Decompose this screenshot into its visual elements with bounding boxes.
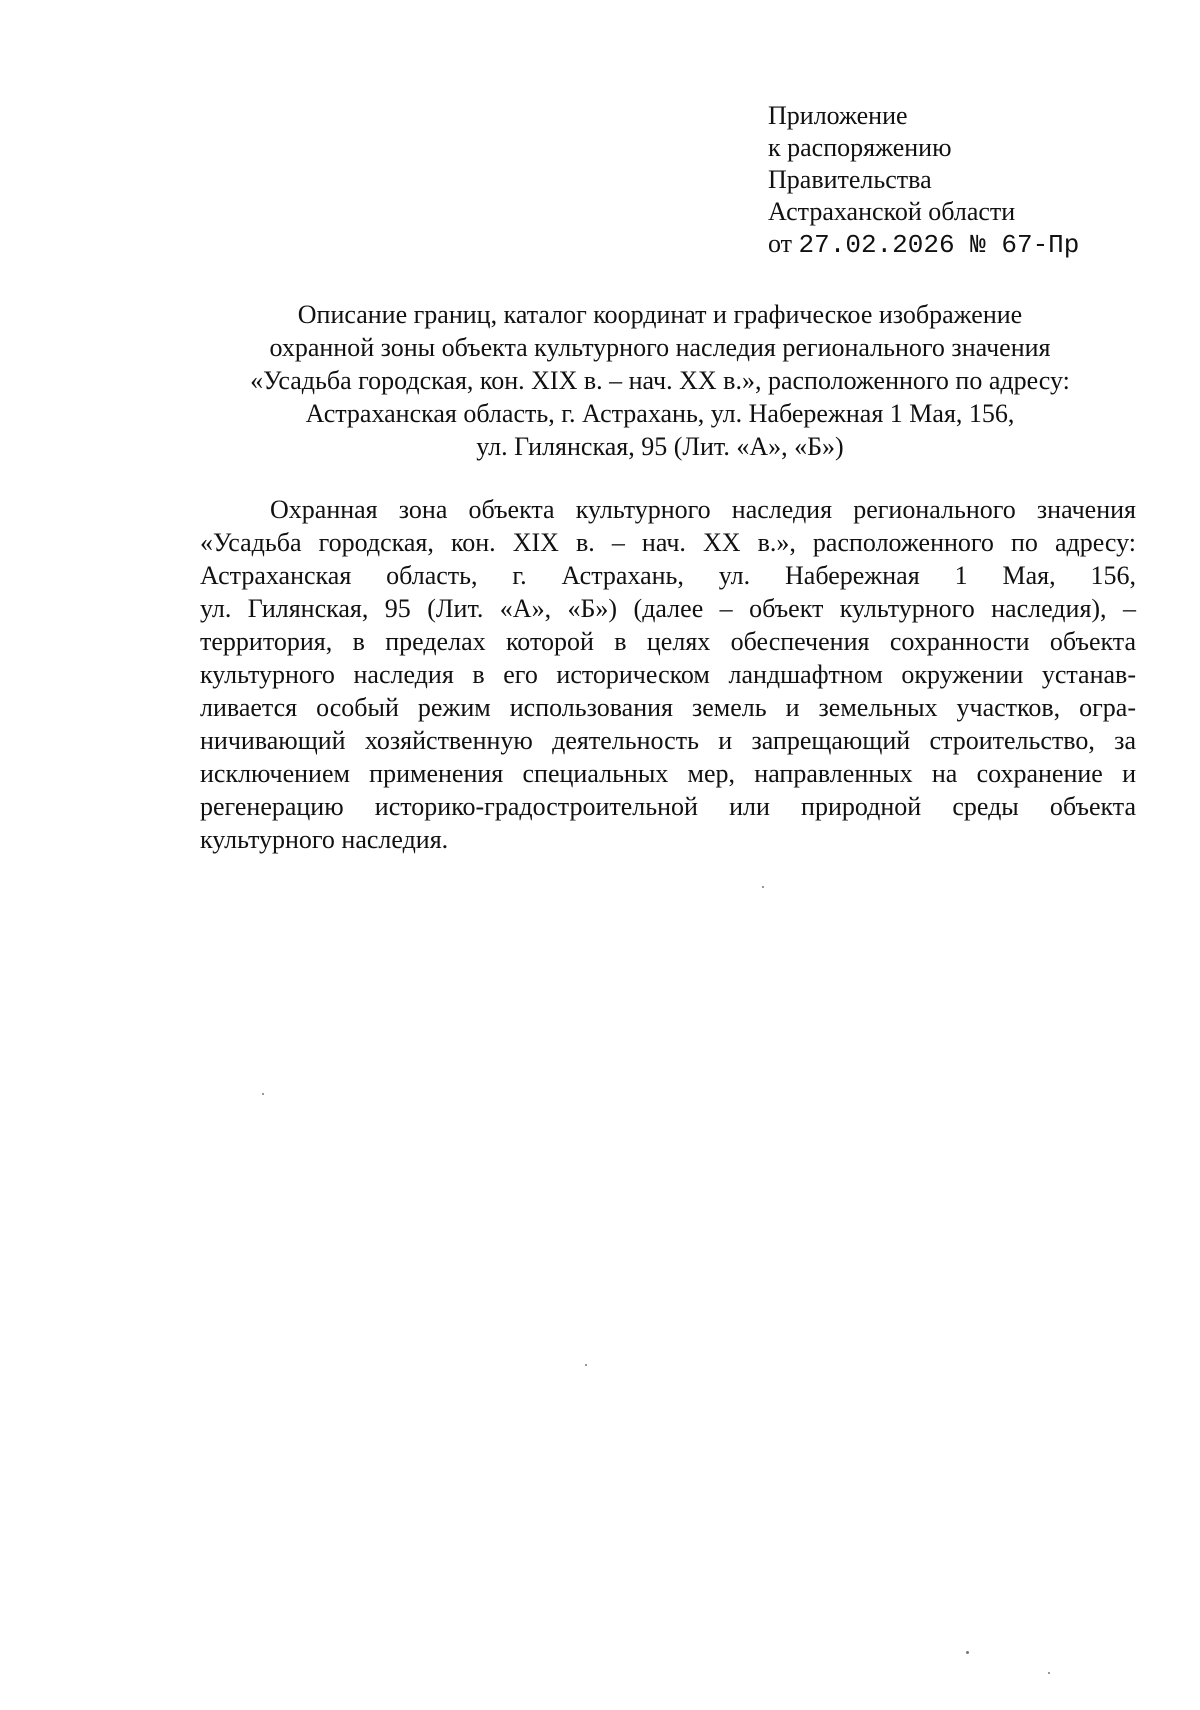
appendix-header xyxy=(768,100,1079,261)
order-reference xyxy=(768,228,1079,261)
scan-speck xyxy=(762,886,764,888)
title-line-1: Описание границ, каталог координат и графическое изображение xyxy=(297,300,1023,329)
paragraph-line: территория, в пределах которой в целях обеспечения сохранности объекта xyxy=(200,627,1136,656)
scan-speck xyxy=(262,1093,264,1095)
paragraph-line: «Усадьба городская, кон. XIX в. – нач. XX в.», расположенного по адресу: xyxy=(200,528,1136,557)
scan-speck xyxy=(966,1651,969,1654)
appendix-line-1: Приложение xyxy=(768,101,908,130)
paragraph-line: ничивающий хозяйственную деятельность и запрещающий строительство, за xyxy=(200,726,1136,755)
appendix-line-2: к распоряжению xyxy=(768,133,952,162)
paragraph-line: регенерацию историко-градостроительной или природной среды объекта xyxy=(200,792,1136,821)
title-line-3: «Усадьба городская, кон. XIX в. – нач. XX в.», расположенного по адресу: xyxy=(250,366,1070,395)
scan-speck xyxy=(1048,1672,1050,1674)
title-line-2: охранной зоны объекта культурного наследия регионального значения xyxy=(269,333,1051,362)
paragraph-line: Астраханская область, г. Астрахань, ул. Набережная 1 Мая, 156, xyxy=(200,561,1136,590)
title-line-5: ул. Гилянская, 95 (Лит. «А», «Б») xyxy=(476,432,844,461)
scan-speck xyxy=(585,1364,587,1366)
order-date-number-stamp: 27.02.2026 № 67-Пр xyxy=(798,230,1080,260)
order-prefix: от xyxy=(768,229,793,258)
appendix-line-3: Правительства xyxy=(768,165,932,194)
paragraph-line: ул. Гилянская, 95 (Лит. «А», «Б») (далее – объект культурного наследия), – xyxy=(200,594,1136,623)
paragraph-line: культурного наследия в его историческом ландшафтном окружении устанав- xyxy=(200,660,1136,689)
paragraph-line: исключением применения специальных мер, направленных на сохранение и xyxy=(200,759,1136,788)
document-title xyxy=(200,298,1120,463)
paragraph-line: Охранная зона объекта культурного наследия регионального значения xyxy=(270,495,1136,524)
appendix-line-4: Астраханской области xyxy=(768,197,1016,226)
title-line-4: Астраханская область, г. Астрахань, ул. Набережная 1 Мая, 156, xyxy=(305,399,1015,428)
paragraph-line: ливается особый режим использования земель и земельных участков, огра- xyxy=(200,693,1136,722)
body-paragraph xyxy=(200,493,1136,856)
paragraph-line: культурного наследия. xyxy=(200,825,449,854)
